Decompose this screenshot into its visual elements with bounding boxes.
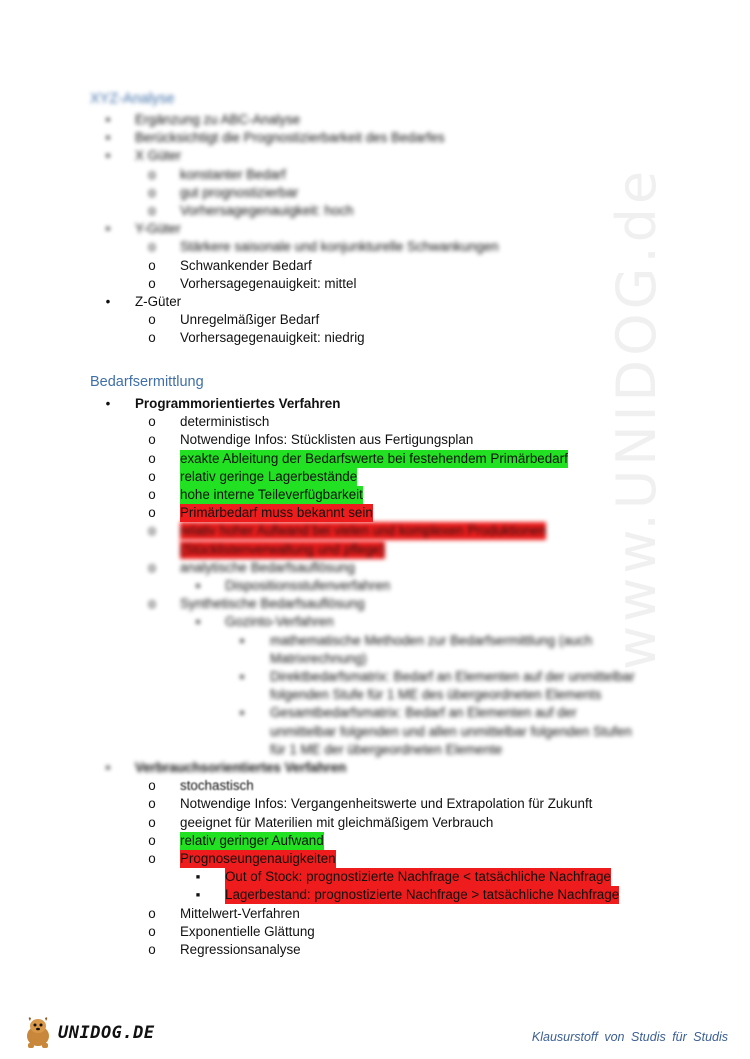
- section-heading: XYZ-Analyse: [90, 91, 175, 107]
- list-item-text: konstanter Bedarf: [180, 166, 286, 182]
- list-item-text: Unregelmäßiger Bedarf: [180, 312, 320, 328]
- list-bullet: •: [105, 396, 111, 411]
- list-item-text: Gesamtbedarfsmatrix: Bedarf an Elementen auf der: [270, 705, 577, 721]
- list-bullet: o: [148, 239, 156, 255]
- list-item-text: Lagerbestand: prognostizierte Nachfrage > tatsächliche Nachfrage: [225, 887, 620, 903]
- list-bullet: o: [148, 796, 156, 812]
- list-bullet: o: [148, 523, 156, 539]
- list-bullet: o: [148, 596, 156, 612]
- list-item-text: für 1 ME der übergeordneten Elemente: [270, 741, 503, 757]
- list-item-text: Z-Güter: [135, 294, 182, 309]
- list-bullet: •: [105, 148, 111, 164]
- logo-text: UNIDOG.DE: [58, 1023, 155, 1043]
- list-item-text: gut prognostizierbar: [180, 184, 299, 200]
- list-bullet: •: [105, 112, 111, 127]
- list-bullet: o: [148, 166, 156, 182]
- list-item-text: Y-Güter: [135, 221, 181, 237]
- list-item-text: Vorhersagegenauigkeit: niedrig: [180, 330, 365, 346]
- list-bullet: o: [148, 905, 156, 921]
- section-heading: Bedarfsermittlung: [90, 374, 204, 390]
- list-bullet: ▪: [195, 887, 201, 903]
- list-bullet: o: [148, 487, 156, 502]
- list-item-text: Verbrauchsorientiertes Verfahren: [135, 760, 347, 775]
- list-item-text: Exponentielle Glättung: [180, 923, 315, 939]
- list-bullet: o: [148, 257, 156, 273]
- list-item-text: Ergänzung zu ABC-Analyse: [135, 112, 301, 127]
- list-item-text: Prognoseungenauigkeiten: [180, 851, 336, 866]
- list-item-text: Primärbedarf muss bekannt sein: [180, 505, 373, 521]
- list-item-text: X Güter: [135, 148, 182, 164]
- list-bullet: o: [148, 275, 156, 291]
- list-bullet: o: [148, 203, 156, 218]
- list-bullet: o: [148, 559, 156, 575]
- list-item-text: Vorhersagegenauigkeit: mittel: [180, 275, 357, 291]
- list-item-text: unmittelbar folgenden und allen unmittelbar folgenden Stufen: [270, 723, 632, 739]
- list-bullet: o: [148, 832, 156, 848]
- list-bullet: o: [148, 468, 156, 484]
- list-item-text: Notwendige Infos: Vergangenheitswerte und Extrapolation für Zukunft: [180, 796, 593, 812]
- list-bullet: •: [105, 221, 111, 237]
- dog-icon: [27, 1017, 49, 1048]
- list-bullet: o: [148, 414, 156, 430]
- list-item-text: Gozinto-Verfahren: [225, 614, 334, 630]
- list-item-text: Regressionsanalyse: [180, 942, 301, 957]
- list-bullet: o: [148, 942, 156, 957]
- list-item-text: mathematische Methoden zur Bedarfsermittlung (auch: [270, 632, 593, 648]
- list-item-text: geeignet für Materilien mit gleichmäßigem Verbrauch: [180, 814, 494, 830]
- watermark-text: www.UNIDOG.de: [605, 166, 668, 670]
- list-item-text: exakte Ableitung der Bedarfswerte bei festehendem Primärbedarf: [180, 450, 568, 466]
- list-item-text: (Stücklistenverwaltung und pflege): [180, 541, 385, 557]
- list-bullet: ▪: [239, 705, 245, 721]
- list-bullet: o: [148, 814, 156, 830]
- list-item-text: Vorhersagegenauigkeit: hoch: [180, 203, 354, 218]
- list-bullet: ▪: [195, 578, 201, 593]
- list-bullet: ▪: [239, 632, 245, 648]
- list-bullet: o: [148, 184, 156, 200]
- list-bullet: o: [148, 312, 156, 328]
- list-bullet: •: [105, 760, 111, 775]
- list-bullet: ▪: [195, 614, 201, 630]
- list-item-text: Dispositionsstufenverfahren: [225, 578, 391, 593]
- list-bullet: o: [148, 851, 156, 866]
- list-item-text: Direktbedarfsmatrix: Bedarf an Elementen auf der unmittelbar: [270, 669, 635, 684]
- list-bullet: o: [148, 432, 156, 448]
- list-bullet: ▪: [195, 869, 201, 885]
- list-bullet: o: [148, 778, 156, 794]
- list-bullet: o: [148, 450, 156, 466]
- list-bullet: ▪: [239, 669, 245, 684]
- list-item-text: Programmorientiertes Verfahren: [135, 396, 341, 411]
- list-item-text: Matrixrechnung): [270, 650, 367, 666]
- list-item-text: stochastisch: [180, 778, 254, 794]
- list-item-text: folgenden Stufe für 1 ME des übergeordneten Elements: [270, 687, 602, 703]
- list-item-text: Mittelwert-Verfahren: [180, 905, 300, 921]
- list-bullet: o: [148, 923, 156, 939]
- list-item-text: Berücksichtigt die Prognostizierbarkeit des Bedarfes: [135, 130, 445, 146]
- list-item-text: Out of Stock: prognostizierte Nachfrage < tatsächliche Nachfrage: [225, 869, 611, 885]
- list-item-text: Notwendige Infos: Stücklisten aus Fertigungsplan: [180, 432, 474, 448]
- list-item-text: Synthetische Bedarfsauflösung: [180, 596, 365, 612]
- list-bullet: •: [105, 130, 111, 146]
- list-bullet: o: [148, 505, 156, 521]
- list-item-text: hohe interne Teileverfügbarkeit: [180, 487, 363, 502]
- list-bullet: •: [105, 294, 111, 309]
- list-item-text: Stärkere saisonale und konjunkturelle Schwankungen: [180, 239, 499, 255]
- list-bullet: o: [148, 330, 156, 346]
- list-item-text: relativ geringer Aufwand: [180, 832, 324, 848]
- list-item-text: analytische Bedarfsauflösung: [180, 559, 355, 575]
- list-item-text: relativ geringe Lagerbestände: [180, 468, 358, 484]
- list-item-text: deterministisch: [180, 414, 270, 430]
- footer-text: Klausurstoff von Studis für Studis: [531, 1030, 728, 1044]
- list-item-text: relativ hoher Aufwand bei vielen und komplexen Produktionen: [180, 523, 547, 539]
- list-item-text: Schwankender Bedarf: [180, 257, 312, 273]
